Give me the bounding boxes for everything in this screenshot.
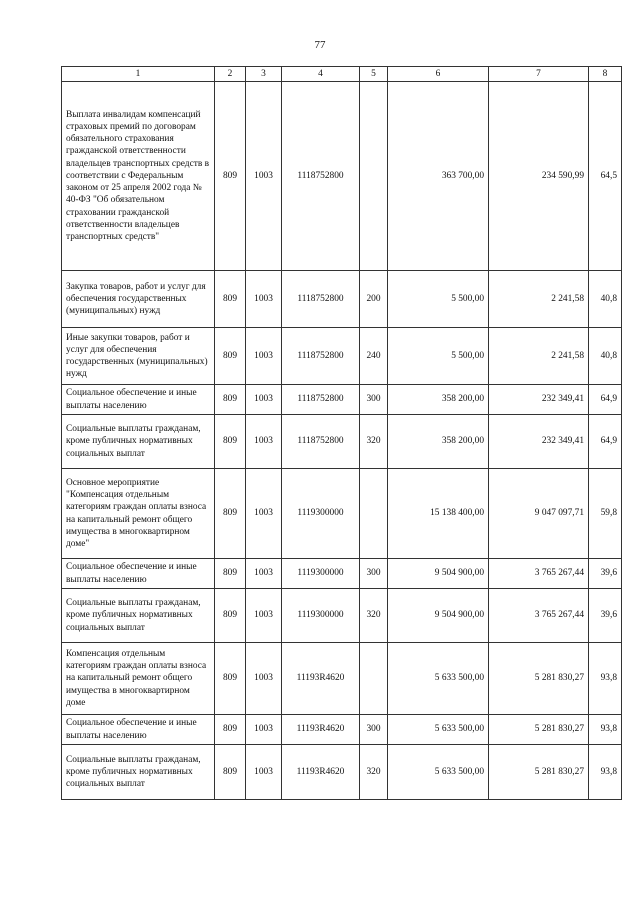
cell-executed: 3 765 267,44 — [489, 559, 589, 589]
cell-target-code: 11193R4620 — [282, 715, 360, 745]
cell-expense-type: 320 — [360, 589, 388, 643]
cell-percent: 39,6 — [589, 589, 622, 643]
row-name: Социальные выплаты гражданам, кроме публичных нормативных социальных выплат — [62, 589, 215, 643]
cell-planned: 9 504 900,00 — [388, 559, 489, 589]
table-row — [62, 643, 622, 715]
cell-executed: 232 349,41 — [489, 385, 589, 415]
cell-expense-type: 300 — [360, 385, 388, 415]
row-name: Закупка товаров, работ и услуг для обеспечения государственных (муниципальных) нужд — [62, 271, 215, 328]
page-number: 77 — [314, 39, 326, 51]
cell-percent: 40,8 — [589, 271, 622, 328]
cell-planned: 358 200,00 — [388, 415, 489, 469]
cell-section-code: 1003 — [246, 271, 282, 328]
cell-section-code: 1003 — [246, 643, 282, 715]
cell-expense-type: 200 — [360, 271, 388, 328]
cell-percent: 93,8 — [589, 745, 622, 800]
cell-target-code: 1118752800 — [282, 415, 360, 469]
cell-ministry-code: 809 — [215, 82, 246, 271]
budget-table — [61, 66, 622, 800]
cell-target-code: 1119300000 — [282, 589, 360, 643]
col-header-5: 5 — [360, 67, 388, 82]
cell-planned: 5 633 500,00 — [388, 643, 489, 715]
cell-section-code: 1003 — [246, 559, 282, 589]
col-header-7: 7 — [489, 67, 589, 82]
cell-percent: 64,5 — [589, 82, 622, 271]
table-row — [62, 715, 622, 745]
col-header-3: 3 — [246, 67, 282, 82]
cell-ministry-code: 809 — [215, 385, 246, 415]
cell-target-code: 1118752800 — [282, 82, 360, 271]
row-name: Социальное обеспечение и иные выплаты населению — [62, 715, 215, 745]
row-name: Социальное обеспечение и иные выплаты населению — [62, 385, 215, 415]
cell-executed: 234 590,99 — [489, 82, 589, 271]
cell-ministry-code: 809 — [215, 271, 246, 328]
cell-target-code: 1118752800 — [282, 271, 360, 328]
col-header-8: 8 — [589, 67, 622, 82]
cell-section-code: 1003 — [246, 589, 282, 643]
cell-section-code: 1003 — [246, 82, 282, 271]
cell-target-code: 1119300000 — [282, 469, 360, 559]
col-header-6: 6 — [388, 67, 489, 82]
cell-percent: 59,8 — [589, 469, 622, 559]
cell-executed: 5 281 830,27 — [489, 715, 589, 745]
row-name: Иные закупки товаров, работ и услуг для обеспечения государственных (муниципальных) нужд — [62, 328, 215, 385]
table-row — [62, 589, 622, 643]
cell-section-code: 1003 — [246, 385, 282, 415]
cell-executed: 5 281 830,27 — [489, 643, 589, 715]
cell-target-code: 11193R4620 — [282, 643, 360, 715]
table-row — [62, 385, 622, 415]
cell-section-code: 1003 — [246, 745, 282, 800]
cell-planned: 15 138 400,00 — [388, 469, 489, 559]
cell-section-code: 1003 — [246, 328, 282, 385]
cell-planned: 358 200,00 — [388, 385, 489, 415]
cell-planned: 5 633 500,00 — [388, 715, 489, 745]
cell-target-code: 1118752800 — [282, 385, 360, 415]
cell-executed: 9 047 097,71 — [489, 469, 589, 559]
table-row — [62, 469, 622, 559]
row-name: Социальные выплаты гражданам, кроме публичных нормативных социальных выплат — [62, 745, 215, 800]
cell-percent: 64,9 — [589, 385, 622, 415]
cell-planned: 363 700,00 — [388, 82, 489, 271]
cell-section-code: 1003 — [246, 469, 282, 559]
cell-planned: 9 504 900,00 — [388, 589, 489, 643]
cell-expense-type: 300 — [360, 559, 388, 589]
table-row — [62, 559, 622, 589]
col-header-2: 2 — [215, 67, 246, 82]
cell-ministry-code: 809 — [215, 559, 246, 589]
cell-percent: 93,8 — [589, 715, 622, 745]
cell-executed: 2 241,58 — [489, 328, 589, 385]
cell-target-code: 1118752800 — [282, 328, 360, 385]
col-header-4: 4 — [282, 67, 360, 82]
cell-ministry-code: 809 — [215, 745, 246, 800]
header-row — [62, 67, 622, 82]
col-header-1: 1 — [62, 67, 215, 82]
table-row — [62, 82, 622, 271]
cell-target-code: 11193R4620 — [282, 745, 360, 800]
cell-ministry-code: 809 — [215, 415, 246, 469]
cell-percent: 40,8 — [589, 328, 622, 385]
cell-planned: 5 500,00 — [388, 328, 489, 385]
cell-ministry-code: 809 — [215, 589, 246, 643]
cell-planned: 5 633 500,00 — [388, 745, 489, 800]
cell-ministry-code: 809 — [215, 715, 246, 745]
cell-section-code: 1003 — [246, 415, 282, 469]
cell-expense-type — [360, 643, 388, 715]
table-row — [62, 271, 622, 328]
row-name: Социальное обеспечение и иные выплаты населению — [62, 559, 215, 589]
cell-percent: 39,6 — [589, 559, 622, 589]
row-name: Социальные выплаты гражданам, кроме публичных нормативных социальных выплат — [62, 415, 215, 469]
table-row — [62, 745, 622, 800]
cell-percent: 93,8 — [589, 643, 622, 715]
cell-expense-type: 300 — [360, 715, 388, 745]
cell-section-code: 1003 — [246, 715, 282, 745]
cell-target-code: 1119300000 — [282, 559, 360, 589]
cell-ministry-code: 809 — [215, 469, 246, 559]
row-name: Выплата инвалидам компенсаций страховых премий по договорам обязательного страхования гражданской ответственности владельцев транспортных средств в соответствии с Федеральным законом от 25 апреля 2002 года № 40-ФЗ "Об обязательном страховании гражданской ответственности владельцев транспортных средств" — [62, 82, 215, 271]
row-name: Основное мероприятие "Компенсация отдельным категориям граждан оплаты взноса на капитальный ремонт общего имущества в многоквартирном доме" — [62, 469, 215, 559]
cell-expense-type: 320 — [360, 745, 388, 800]
cell-executed: 3 765 267,44 — [489, 589, 589, 643]
cell-percent: 64,9 — [589, 415, 622, 469]
cell-expense-type — [360, 82, 388, 271]
cell-expense-type — [360, 469, 388, 559]
cell-expense-type: 320 — [360, 415, 388, 469]
cell-ministry-code: 809 — [215, 643, 246, 715]
table-row — [62, 415, 622, 469]
cell-executed: 2 241,58 — [489, 271, 589, 328]
row-name: Компенсация отдельным категориям граждан оплаты взноса на капитальный ремонт общего имущества в многоквартирном доме — [62, 643, 215, 715]
table-row — [62, 328, 622, 385]
cell-executed: 5 281 830,27 — [489, 745, 589, 800]
cell-ministry-code: 809 — [215, 328, 246, 385]
cell-executed: 232 349,41 — [489, 415, 589, 469]
cell-expense-type: 240 — [360, 328, 388, 385]
cell-planned: 5 500,00 — [388, 271, 489, 328]
